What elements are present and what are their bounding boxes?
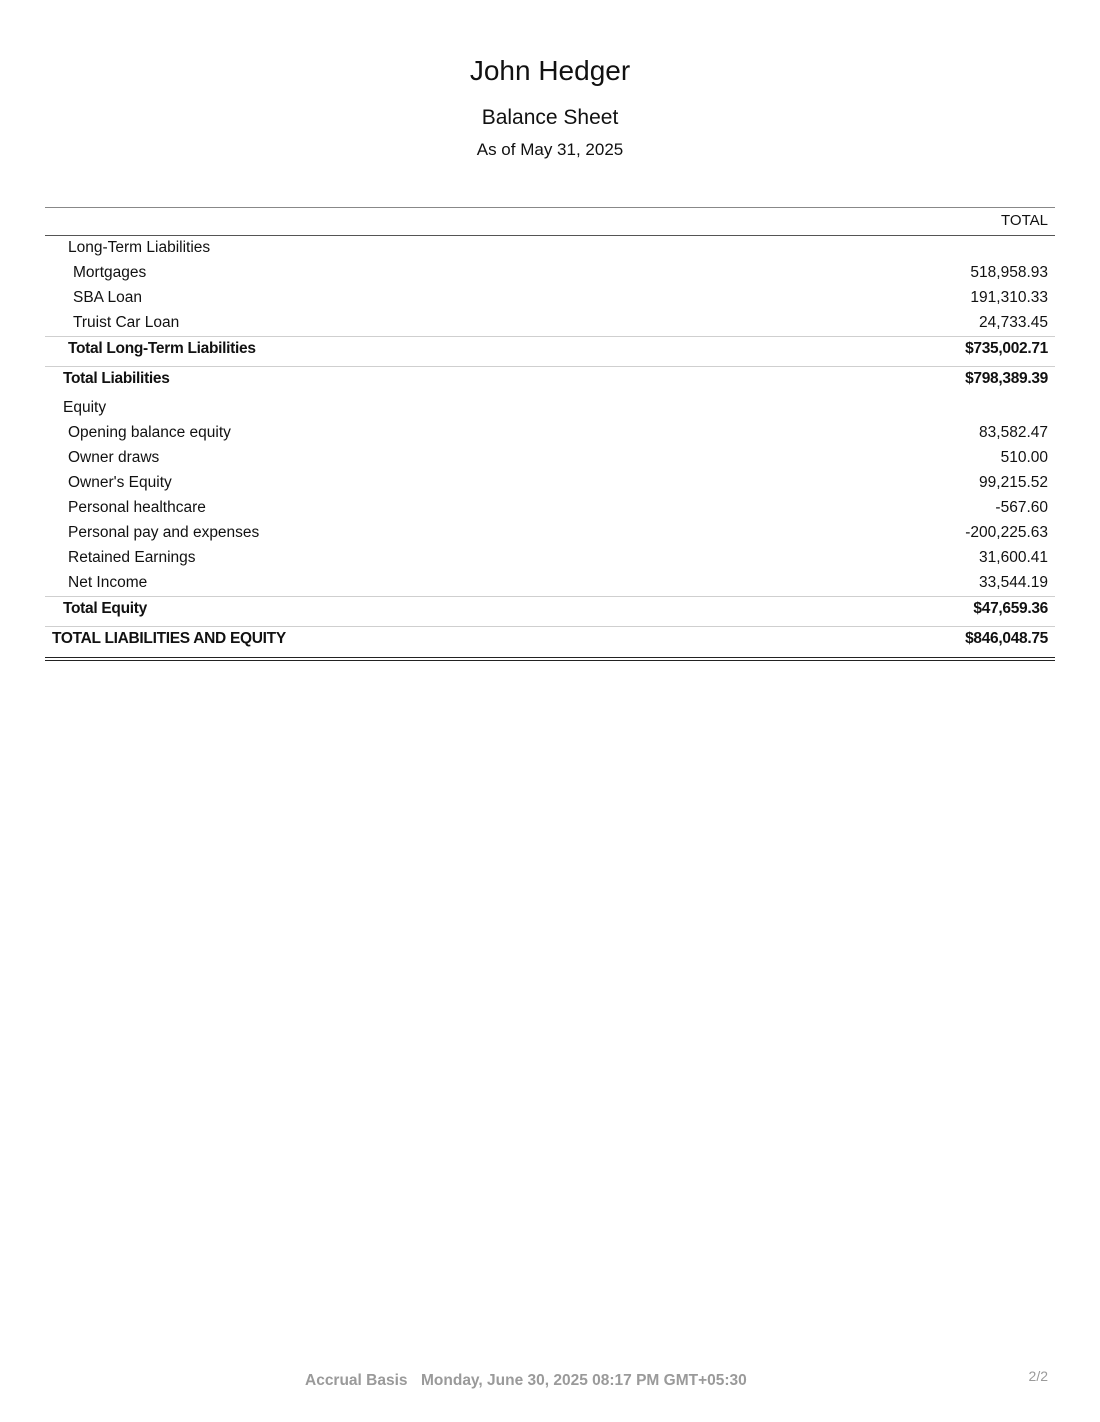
total-liabilities-row — [45, 366, 1055, 396]
table-row — [45, 471, 1055, 496]
row-amount: 33,544.19 — [979, 574, 1048, 591]
table-row — [45, 286, 1055, 311]
row-label: Truist Car Loan — [73, 314, 180, 331]
row-label: Mortgages — [73, 264, 147, 281]
total-liabilities-and-equity-row — [45, 626, 1055, 661]
row-amount: -567.60 — [995, 499, 1048, 516]
row-label: TOTAL LIABILITIES AND EQUITY — [52, 630, 286, 647]
row-amount: 510.00 — [1000, 449, 1048, 466]
generated-timestamp: Monday, June 30, 2025 08:17 PM GMT+05:30 — [421, 1372, 747, 1389]
row-label: Personal healthcare — [68, 499, 206, 516]
row-label: Owner draws — [68, 449, 160, 466]
table-row — [45, 261, 1055, 286]
row-label: Equity — [63, 399, 107, 416]
row-amount: $846,048.75 — [965, 630, 1048, 647]
column-header-total: TOTAL — [1001, 212, 1048, 229]
table-row — [45, 571, 1055, 596]
row-label: Total Liabilities — [63, 370, 170, 387]
table-row — [45, 521, 1055, 546]
row-label: Retained Earnings — [68, 549, 196, 566]
table-row — [45, 496, 1055, 521]
accounting-basis: Accrual Basis — [305, 1372, 408, 1389]
row-label: Long-Term Liabilities — [68, 239, 211, 256]
row-amount: $798,389.39 — [965, 370, 1048, 387]
page-number: 2/2 — [1028, 1368, 1048, 1384]
row-amount: 31,600.41 — [979, 549, 1048, 566]
row-label: Total Long-Term Liabilities — [68, 340, 256, 357]
row-amount: 99,215.52 — [979, 474, 1048, 491]
total-long-term-liabilities-row — [45, 336, 1055, 366]
row-amount: -200,225.63 — [965, 524, 1048, 541]
column-header-row — [45, 207, 1055, 236]
row-amount: 518,958.93 — [970, 264, 1048, 281]
row-label: Personal pay and expenses — [68, 524, 260, 541]
row-amount: $47,659.36 — [973, 600, 1048, 617]
table-row — [45, 546, 1055, 571]
row-label: Net Income — [68, 574, 148, 591]
company-name: John Hedger — [469, 55, 631, 86]
row-amount: 83,582.47 — [979, 424, 1048, 441]
table-row — [45, 446, 1055, 471]
table-row — [45, 311, 1055, 336]
report-title: Balance Sheet — [481, 106, 619, 129]
row-label: Total Equity — [63, 600, 147, 617]
section-header-equity — [45, 396, 1055, 421]
table-row — [45, 421, 1055, 446]
section-header-long-term-liabilities — [45, 236, 1055, 261]
row-label: Owner's Equity — [68, 474, 172, 491]
report-date: As of May 31, 2025 — [476, 140, 624, 159]
row-amount: 24,733.45 — [979, 314, 1048, 331]
total-equity-row — [45, 596, 1055, 626]
row-label: Opening balance equity — [68, 424, 231, 441]
row-label: SBA Loan — [73, 289, 142, 306]
row-amount: 191,310.33 — [970, 289, 1048, 306]
row-amount: $735,002.71 — [965, 340, 1048, 357]
balance-sheet-table — [45, 207, 1055, 661]
